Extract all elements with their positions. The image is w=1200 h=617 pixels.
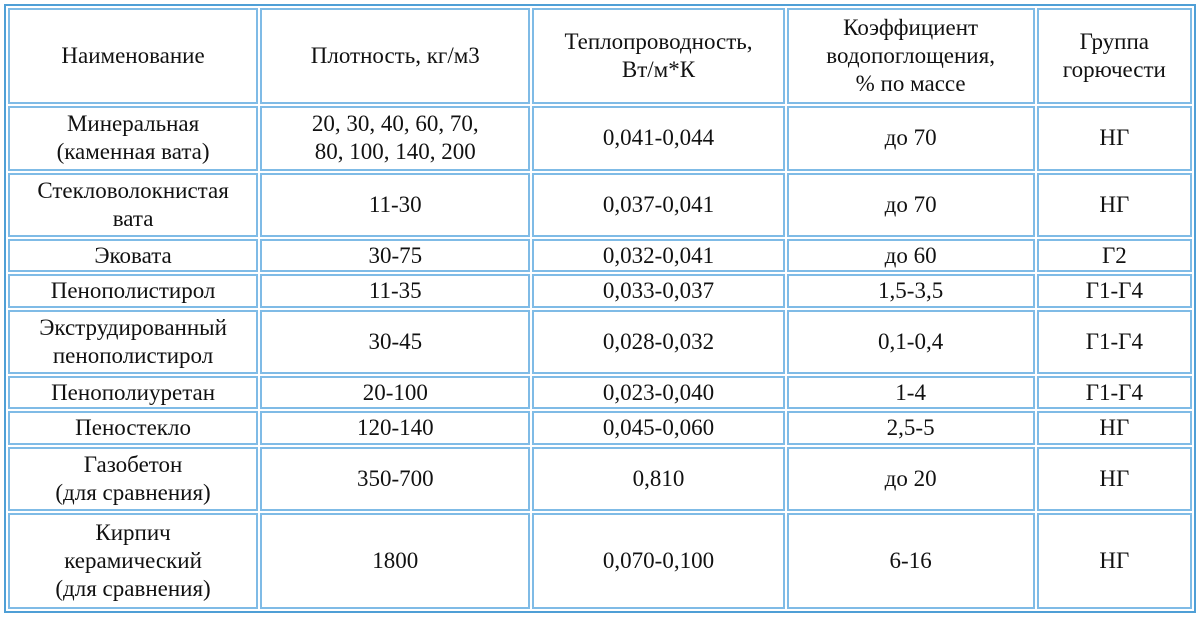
cell-name: Пенополиуретан: [8, 376, 258, 409]
table-row: [8, 310, 1192, 375]
cell-conductivity: 0,041-0,044: [532, 106, 784, 171]
table-row: [8, 447, 1192, 512]
cell-conductivity: 0,070-0,100: [532, 513, 784, 609]
cell-flammability: НГ: [1037, 173, 1192, 238]
table-row: [8, 513, 1192, 609]
cell-conductivity: 0,810: [532, 447, 784, 512]
cell-absorption: 0,1-0,4: [787, 310, 1035, 375]
cell-absorption: до 70: [787, 106, 1035, 171]
cell-absorption: 2,5-5: [787, 411, 1035, 444]
cell-name: Пенополистирол: [8, 274, 258, 307]
cell-name: Стекловолокнистая вата: [8, 173, 258, 238]
cell-density: 30-45: [260, 310, 530, 375]
materials-table: [4, 4, 1196, 613]
header-density: Плотность, кг/м3: [260, 8, 530, 104]
cell-conductivity: 0,037-0,041: [532, 173, 784, 238]
table-row: [8, 274, 1192, 307]
cell-density: 1800: [260, 513, 530, 609]
cell-density: 20-100: [260, 376, 530, 409]
cell-flammability: НГ: [1037, 411, 1192, 444]
header-name: Наименование: [8, 8, 258, 104]
cell-absorption: 6-16: [787, 513, 1035, 609]
cell-name: Экструдированный пенополистирол: [8, 310, 258, 375]
cell-name: Минеральная (каменная вата): [8, 106, 258, 171]
table-row: [8, 376, 1192, 409]
table-row: [8, 411, 1192, 444]
cell-conductivity: 0,023-0,040: [532, 376, 784, 409]
table-row: [8, 173, 1192, 238]
header-flammability: Группа горючести: [1037, 8, 1192, 104]
cell-absorption: до 70: [787, 173, 1035, 238]
cell-density: 350-700: [260, 447, 530, 512]
table-row: [8, 239, 1192, 272]
cell-density: 20, 30, 40, 60, 70, 80, 100, 140, 200: [260, 106, 530, 171]
cell-name: Эковата: [8, 239, 258, 272]
cell-conductivity: 0,032-0,041: [532, 239, 784, 272]
cell-flammability: НГ: [1037, 447, 1192, 512]
cell-flammability: Г1-Г4: [1037, 376, 1192, 409]
cell-absorption: до 20: [787, 447, 1035, 512]
cell-absorption: 1,5-3,5: [787, 274, 1035, 307]
cell-name: Пеностекло: [8, 411, 258, 444]
cell-flammability: НГ: [1037, 513, 1192, 609]
cell-density: 11-30: [260, 173, 530, 238]
materials-table-container: [4, 4, 1196, 613]
cell-conductivity: 0,033-0,037: [532, 274, 784, 307]
cell-name: Кирпич керамический (для сравнения): [8, 513, 258, 609]
cell-flammability: Г2: [1037, 239, 1192, 272]
table-row: [8, 106, 1192, 171]
cell-name: Газобетон (для сравнения): [8, 447, 258, 512]
cell-density: 120-140: [260, 411, 530, 444]
cell-density: 11-35: [260, 274, 530, 307]
cell-conductivity: 0,045-0,060: [532, 411, 784, 444]
cell-absorption: до 60: [787, 239, 1035, 272]
cell-conductivity: 0,028-0,032: [532, 310, 784, 375]
header-row: [8, 8, 1192, 104]
header-absorption: Коэффициент водопоглощения, % по массе: [787, 8, 1035, 104]
header-conductivity: Теплопроводность, Вт/м*К: [532, 8, 784, 104]
cell-density: 30-75: [260, 239, 530, 272]
cell-flammability: НГ: [1037, 106, 1192, 171]
cell-flammability: Г1-Г4: [1037, 310, 1192, 375]
cell-absorption: 1-4: [787, 376, 1035, 409]
cell-flammability: Г1-Г4: [1037, 274, 1192, 307]
